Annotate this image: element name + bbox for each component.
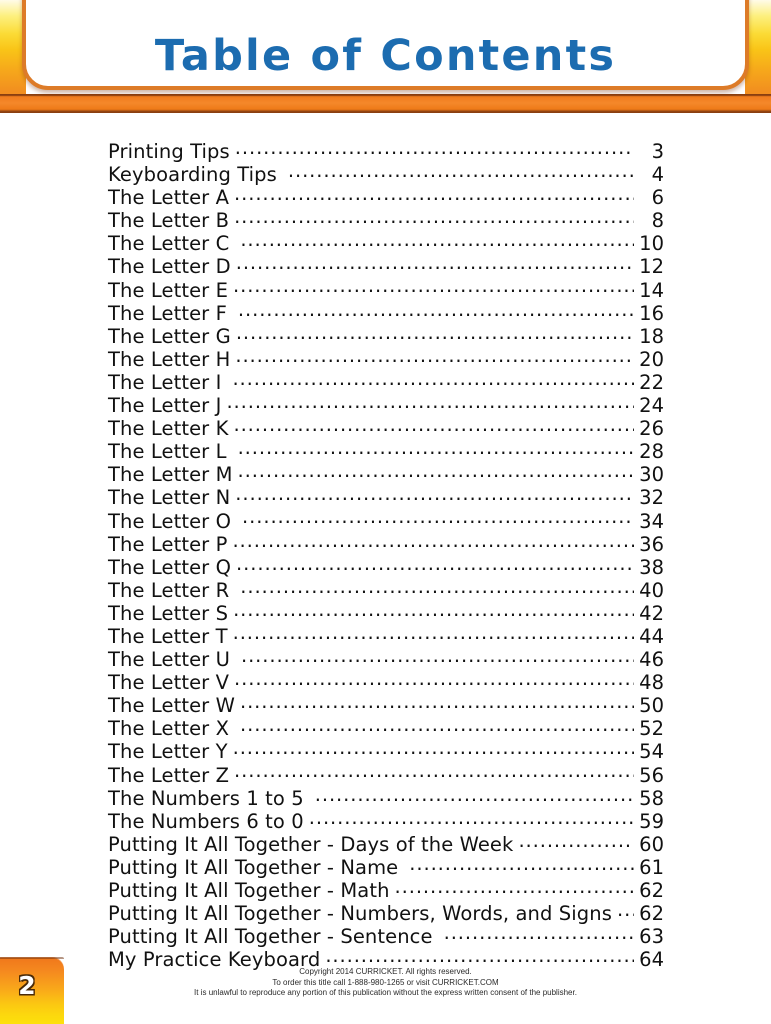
toc-entry[interactable] (108, 786, 664, 809)
toc-entry[interactable] (108, 670, 664, 693)
toc-dot-leader (238, 439, 634, 458)
toc-dot-leader (444, 924, 634, 943)
toc-entry-page-number: 60 (639, 832, 664, 856)
toc-entry[interactable] (108, 647, 664, 670)
toc-entry-title: The Letter A (108, 186, 230, 210)
toc-entry-page-number: 3 (651, 140, 664, 163)
toc-dot-leader (234, 763, 634, 782)
toc-dot-leader (234, 670, 634, 689)
toc-entry-page-number: 36 (639, 532, 664, 556)
toc-entry-title: The Letter Y (108, 740, 228, 764)
toc-entry-page-number: 24 (639, 394, 664, 418)
toc-entry-title: Putting It All Together - Math (108, 879, 390, 902)
toc-entry-page-number: 32 (639, 486, 664, 510)
toc-entry-title: The Letter J (108, 394, 222, 418)
toc-entry-page-number: 30 (639, 463, 664, 487)
toc-dot-leader (236, 324, 634, 343)
toc-entry-title: The Numbers 6 to 0 (108, 809, 304, 833)
toc-entry[interactable] (108, 439, 664, 462)
toc-entry[interactable] (108, 139, 664, 162)
toc-entry-page-number: 4 (651, 163, 664, 187)
toc-dot-leader (242, 509, 634, 528)
toc-entry[interactable] (108, 278, 664, 301)
toc-entry-page-number: 64 (639, 948, 664, 972)
toc-dot-leader (234, 185, 634, 204)
toc-entry-page-number: 44 (639, 624, 664, 648)
toc-entry[interactable] (108, 324, 664, 347)
toc-dot-leader (241, 647, 634, 666)
toc-entry[interactable] (108, 462, 664, 485)
toc-entry-title: Putting It All Together - Name (108, 855, 399, 879)
copyright-notice (0, 967, 771, 999)
toc-entry-title: The Letter W (108, 694, 235, 718)
toc-entry-page-number: 50 (639, 694, 664, 718)
toc-entry-page-number: 62 (639, 879, 664, 902)
toc-entry-page-number: 58 (639, 786, 664, 810)
toc-dot-leader (240, 231, 634, 250)
page-number-tab (0, 957, 64, 1024)
toc-dot-leader (235, 139, 634, 158)
toc-entry[interactable] (108, 231, 664, 254)
toc-dot-leader (233, 416, 634, 435)
toc-entry[interactable] (108, 809, 664, 832)
toc-entry-title: The Letter K (108, 417, 229, 441)
toc-entry[interactable] (108, 763, 664, 786)
toc-entry-title: The Letter H (108, 347, 231, 371)
toc-entry[interactable] (108, 532, 664, 555)
toc-entry-title: Putting It All Together - Days of the Week (108, 832, 514, 856)
toc-entry-page-number: 20 (639, 347, 664, 371)
toc-entry-page-number: 34 (639, 509, 664, 533)
toc-dot-leader (238, 301, 634, 320)
toc-entry[interactable] (108, 416, 664, 439)
toc-entry-title: The Letter N (108, 486, 231, 510)
toc-entry-page-number: 28 (639, 440, 664, 464)
toc-entry-title: The Numbers 1 to 5 (108, 786, 304, 810)
toc-entry[interactable] (108, 901, 664, 924)
toc-entry-title: Printing Tips (108, 140, 230, 163)
toc-entry[interactable] (108, 485, 664, 508)
toc-entry[interactable] (108, 393, 664, 416)
toc-entry[interactable] (108, 208, 664, 231)
toc-dot-leader (235, 485, 634, 504)
toc-entry-page-number: 40 (639, 578, 664, 602)
toc-entry-title: The Letter V (108, 671, 230, 695)
toc-entry-page-number: 56 (639, 763, 664, 787)
toc-dot-leader (232, 370, 634, 389)
toc-entry-page-number: 12 (639, 255, 664, 279)
toc-entry[interactable] (108, 578, 664, 601)
header-orange-bar (0, 94, 771, 113)
toc-dot-leader (395, 878, 634, 897)
toc-entry-title: The Letter P (108, 532, 228, 556)
toc-entry-page-number: 6 (651, 186, 664, 210)
toc-dot-leader (236, 555, 634, 574)
toc-entry-page-number: 54 (639, 740, 664, 764)
toc-entry-title: The Letter E (108, 278, 229, 302)
toc-dot-leader (232, 532, 634, 551)
toc-entry-page-number: 16 (639, 301, 664, 325)
toc-entry[interactable] (108, 301, 664, 324)
toc-dot-leader (288, 162, 634, 181)
page-number: 2 (18, 971, 36, 1000)
toc-entry[interactable] (108, 624, 664, 647)
toc-dot-leader (617, 901, 634, 920)
toc-dot-leader (226, 393, 634, 412)
toc-entry-title: The Letter R (108, 578, 230, 602)
toc-entry[interactable] (108, 878, 664, 901)
toc-entry-page-number: 62 (639, 902, 664, 926)
toc-entry[interactable] (108, 855, 664, 878)
toc-dot-leader (233, 624, 634, 643)
toc-entry[interactable] (108, 739, 664, 762)
toc-dot-leader (325, 947, 634, 966)
toc-entry-title: The Letter D (108, 255, 231, 279)
page-header (0, 0, 771, 113)
toc-entry-title: The Letter Z (108, 763, 230, 787)
table-of-contents-list (108, 139, 664, 970)
toc-entry[interactable] (108, 555, 664, 578)
toc-dot-leader (234, 208, 634, 227)
toc-entry[interactable] (108, 509, 664, 532)
toc-entry-page-number: 38 (639, 555, 664, 579)
toc-entry-title: The Letter L (108, 440, 227, 464)
toc-entry-page-number: 52 (639, 717, 664, 741)
toc-dot-leader (240, 716, 634, 735)
toc-dot-leader (240, 693, 634, 712)
toc-entry[interactable] (108, 185, 664, 208)
copyright-line-2: To order this title call 1-888-980-1265 or visit CURRICKET.COM (272, 977, 499, 987)
toc-entry-page-number: 59 (639, 809, 664, 833)
toc-entry[interactable] (108, 601, 664, 624)
toc-entry-title: The Letter S (108, 601, 229, 625)
toc-entry-title: The Letter Q (108, 555, 232, 579)
toc-entry-page-number: 63 (639, 925, 664, 949)
toc-entry[interactable] (108, 254, 664, 277)
toc-entry-title: The Letter I (108, 370, 222, 394)
toc-entry-page-number: 8 (651, 209, 664, 233)
toc-dot-leader (233, 739, 634, 758)
copyright-line-3: It is unlawful to reproduce any portion of this publication without the express written consent of the publisher. (194, 988, 577, 998)
toc-entry-title: The Letter O (108, 509, 232, 533)
toc-entry-title: Keyboarding Tips (108, 163, 277, 187)
toc-entry[interactable] (108, 716, 664, 739)
toc-dot-leader (233, 278, 634, 297)
toc-entry[interactable] (108, 832, 664, 855)
page-title: Table of Contents (154, 31, 617, 81)
toc-entry-title: My Practice Keyboard (108, 948, 321, 972)
toc-entry-title: The Letter M (108, 463, 233, 487)
toc-entry-page-number: 46 (639, 648, 664, 672)
toc-entry-title: The Letter G (108, 324, 231, 348)
toc-dot-leader (240, 578, 634, 597)
toc-entry-title: The Letter X (108, 717, 230, 741)
toc-entry[interactable] (108, 347, 664, 370)
toc-dot-leader (236, 254, 634, 273)
toc-entry-page-number: 18 (639, 324, 664, 348)
toc-entry-title: Putting It All Together - Sentence (108, 925, 433, 949)
toc-dot-leader (409, 855, 634, 874)
toc-entry-page-number: 48 (639, 671, 664, 695)
toc-entry-page-number: 14 (639, 278, 664, 302)
toc-entry[interactable] (108, 693, 664, 716)
toc-entry-title: The Letter U (108, 648, 230, 672)
toc-entry-title: Putting It All Together - Numbers, Words, and Signs (108, 902, 612, 926)
toc-entry-title: The Letter C (108, 232, 230, 256)
toc-entry-title: The Letter F (108, 301, 227, 325)
toc-dot-leader (518, 832, 634, 851)
toc-dot-leader (235, 347, 634, 366)
toc-entry-page-number: 61 (639, 855, 664, 879)
title-plate (22, 0, 749, 90)
toc-entry-page-number: 22 (639, 370, 664, 394)
toc-entry-page-number: 42 (639, 601, 664, 625)
toc-entry-page-number: 10 (639, 232, 664, 256)
copyright-line-1: Copyright 2014 CURRICKET. All rights reserved. (299, 967, 472, 976)
toc-entry-page-number: 26 (639, 417, 664, 441)
toc-entry-title: The Letter T (108, 624, 228, 648)
toc-dot-leader (238, 462, 634, 481)
toc-entry[interactable] (108, 924, 664, 947)
toc-dot-leader (315, 786, 634, 805)
toc-dot-leader (309, 809, 634, 828)
toc-entry[interactable] (108, 370, 664, 393)
toc-entry-title: The Letter B (108, 209, 230, 233)
toc-entry[interactable] (108, 162, 664, 185)
toc-dot-leader (233, 601, 634, 620)
